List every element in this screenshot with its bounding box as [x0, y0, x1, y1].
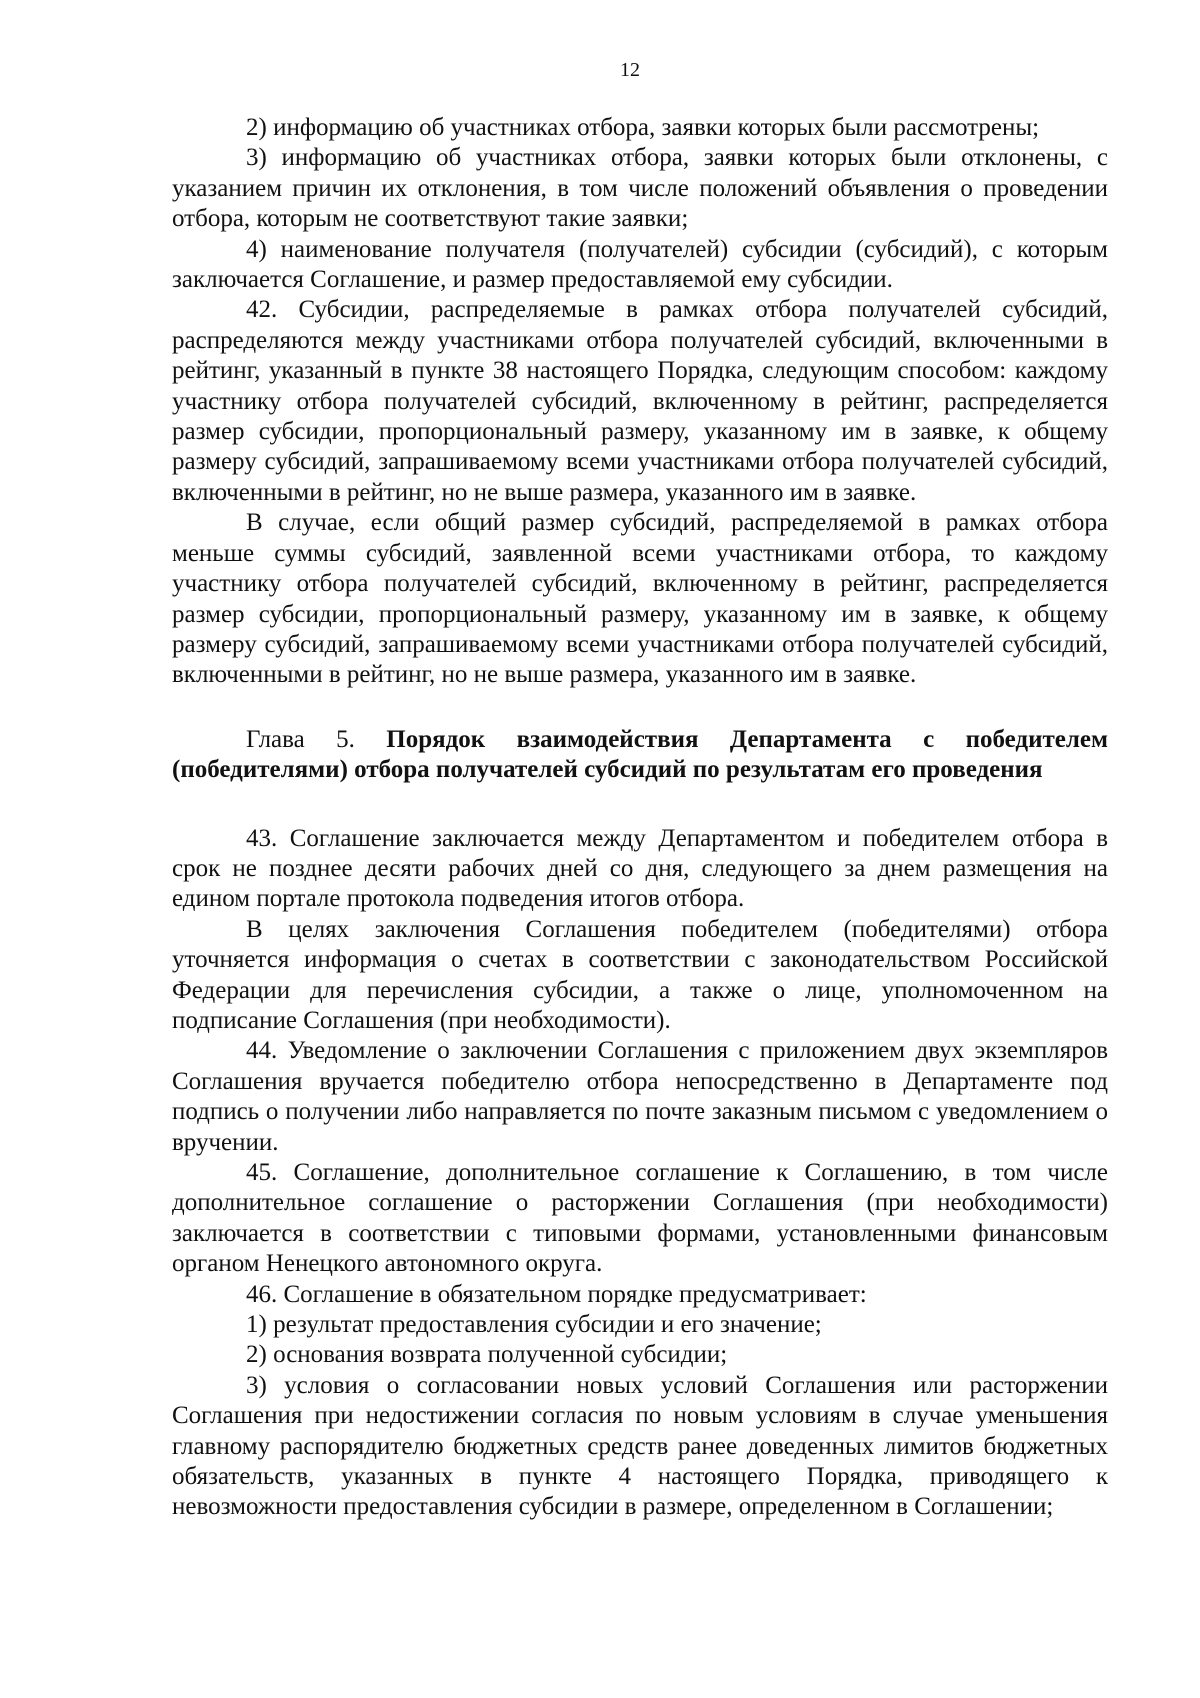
paragraph: В целях заключения Соглашения победителем (победителями) отбора уточняется информация о счетах в соответствии с законодательством Российской Федерации для перечисления субсидии, а также о лице, уполномоченном на подписание Соглашения (при необходимости).: [172, 915, 1108, 1034]
paragraph: 46. Соглашение в обязательном порядке предусматривает:: [246, 1280, 867, 1308]
paragraph: 3) информацию об участниках отбора, заявки которых были отклонены, с указанием причин их отклонения, в том числе положений объявления о проведении отбора, которым не соответствуют такие заявки;: [172, 144, 1108, 233]
paragraph: 2) информацию об участниках отбора, заявки которых были рассмотрены;: [246, 114, 1040, 141]
list-item: 1) результат предоставления субсидии и его значение;: [246, 1311, 822, 1339]
chapter-number: Глава 5.: [246, 725, 355, 753]
paragraph: 45. Соглашение, дополнительное соглашение к Соглашению, в том числе дополнительное соглашение о расторжении Соглашения (при необходимости) заключается в соответствии с типовыми формами, установленными финансовым органом Ненецкого автономного округа.: [172, 1159, 1108, 1278]
paragraph: 44. Уведомление о заключении Соглашения с приложением двух экземпляров Соглашения вручается победителю отбора непосредственно в Департаменте под подпись о получении либо направляется по почте заказным письмом с уведомлением о вручении.: [172, 1037, 1108, 1156]
paragraph: 4) наименование получателя (получателей) субсидии (субсидий), с которым заключается Соглашение, и размер предоставляемой ему субсидии.: [172, 235, 1108, 294]
paragraph: В случае, если общий размер субсидий, распределяемой в рамках отбора меньше суммы субсидий, заявленной всеми участниками отбора, то каждому участнику отбора получателей субсидий, включенному в рейтинг, распределяется размер субсидии, пропорциональный размеру, указанному им в заявке, к общему размеру субсидий, запрашиваемому всеми участниками отбора получателей субсидий, включенными в рейтинг, но не выше размера, указанного им в заявке.: [172, 509, 1108, 689]
chapter-title: Порядок взаимодействия Департамента с победителем (победителями) отбора получателей субсидий по результатам его проведения: [172, 725, 1109, 784]
list-item: 2) основания возврата полученной субсидии;: [246, 1341, 728, 1369]
paragraph: 42. Субсидии, распределяемые в рамках отбора получателей субсидий, распределяются между участниками отбора получателей субсидий, включенными в рейтинг, указанный в пункте 38 настоящего Порядка, следующим способом: каждому участнику отбора получателей субсидий, включенному в рейтинг, распределяется размер субсидии, пропорциональный размеру, указанному им в заявке, к общему размеру субсидий, запрашиваемому всеми участниками отбора получателей субсидий, включенными в рейтинг, но не выше размера, указанного им в заявке.: [172, 296, 1108, 506]
paragraph: 43. Соглашение заключается между Департаментом и победителем отбора в срок не позднее десяти рабочих дней со дня, следующего за днем размещения на едином портале протокола подведения итогов отбора.: [172, 824, 1108, 913]
page-number: 12: [620, 59, 640, 81]
chapter-heading: [172, 725, 1108, 786]
document-body: [172, 113, 1108, 1523]
list-item: 3) условия о согласовании новых условий Соглашения или расторжении Соглашения при недостижении согласия по новым условиям в случае уменьшения главному распорядителю бюджетных средств ранее доведенных лимитов бюджетных обязательств, указанных в пункте 4 настоящего Порядка, приводящего к невозможности предоставления субсидии в размере, определенном в Соглашении;: [172, 1371, 1108, 1521]
